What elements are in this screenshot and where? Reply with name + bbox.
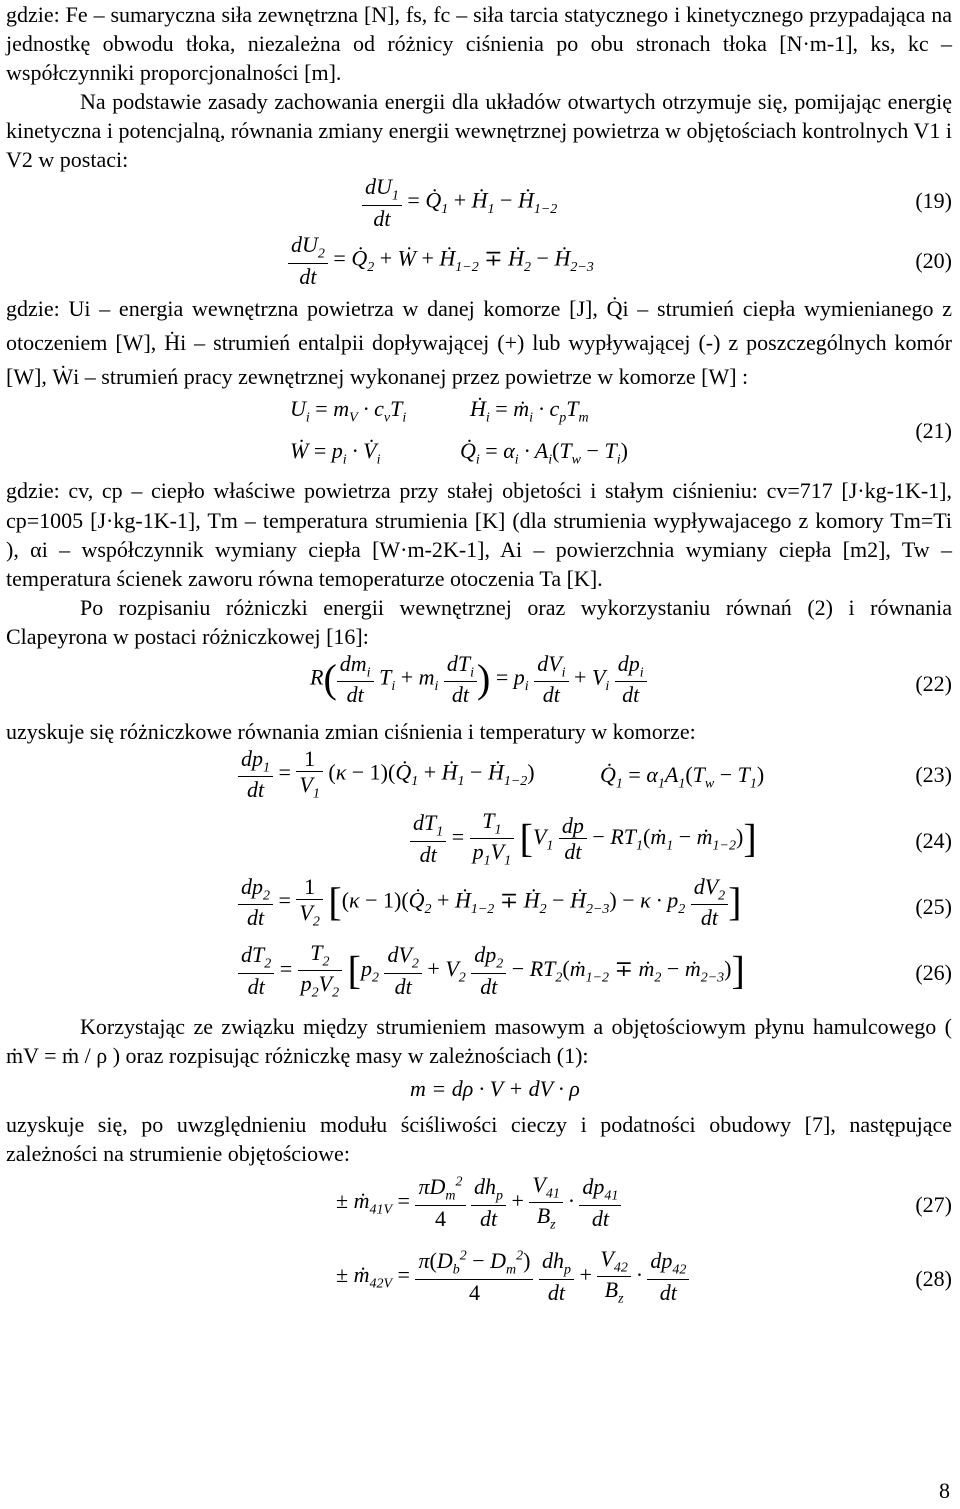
equation-19: $\frac{dU_1}{dt}$ = $Q̇_1$ + Ḣ$_1$ − Ḣ$_{1-2}$ (19) — [6, 174, 952, 232]
equation-number: (26) — [915, 959, 952, 985]
paragraph-clapeyron-intro: Po rozpisaniu różniczki energii wewnętrznej oraz wykorzystaniu równań (2) i równania Clapeyrona w postaci różniczkowej [16]: — [6, 594, 952, 649]
equation-number: (25) — [915, 893, 952, 919]
paragraph-heat-definitions: gdzie: cv, cp – ciepło właściwe powietrza przy stałej objetości i stałym ciśnieniu: cv=717 [J·kg-1K-1], cp=1005 [J·kg-1K-1], Tm – temperatura strumienia [K] (dla strumienia wypływajacego z komory Tm=Ti ), αi – współczynnik wymiany ciepła [W·m-2K-1], Ai – powierzchnia wymiany ciepła [m2], Tw – temperatura ścienek zaworu równa temoperaturze otoczenia Ta [K]. — [6, 478, 952, 591]
equation-mass — [6, 1070, 952, 1110]
paper-page — [6, 0, 952, 1316]
paragraph-flow-relation: Korzystając ze związku między strumieniem masowym a objętościowym płynu hamulcowego ( ṁV = ṁ / ρ ) oraz rozpisując różniczkę masy w zależnościach (1): — [6, 1013, 952, 1068]
equation-28: ± ṁ$_{42V}$ = $\frac{\pi(D_b^2 - D_m^2)}{4}$ $\frac{dh_p}{dt}$ + $\frac{V_{42}}{B_z}$ · $\frac{dp_{42}}{dt}$ (28) — [336, 1245, 952, 1307]
equation-20: $\frac{dU_2}{dt}$ = $Q̇_2$ + Ẇ + Ḣ$_{1-2}$ ∓ Ḣ$_2$ − Ḣ$_{2-3}$ (20) — [6, 232, 952, 292]
paragraph-pressure-intro: uzyskuje się różniczkowe równania zmian ciśnienia i temperatury w komorze: — [6, 718, 696, 744]
equation-26: $\frac{dT_2}{dt}$ = $\frac{T_2}{p_2V_2}$ [$p_2$ $\frac{dV_2}{dt}$ + $V_2$ $\frac{dp_2}{dt}$ − $RT_2(ṁ_{1-2}$ ∓ ṁ$_2$ − ṁ$_{2-3}$)] (26) — [6, 940, 952, 1008]
paragraph-energy-intro: Na podstawie zasady zachowania energii dla układów otwartych otrzymuje się, pomijając energię kinetyczna i potencjalną, równania zmiany energii wewnętrznej powietrza w objętościach kontrolnych V1 i V2 w postaci: — [6, 89, 952, 173]
paragraph-symbol-definitions: gdzie: Ui – energia wewnętrzna powietrza w danej komorze [J], Q̇i – strumień ciepła wymienianego z otoczeniem [W], Ḣi – strumień entalpii dopływającej (+) lub wypływającej (-) z poszczególnych komór [W], Ẇi – strumień pracy zewnętrznej wykonanej przez powietrze w komorze [W] : — [6, 296, 952, 390]
equation-23: $\frac{dp_1}{dt}$ = $\frac{1}{V_1}$ $(\kappa - 1)(Q̇_1$ + Ḣ$_1$ − Ḣ$_{1-2}$) $Q̇_1 = \alpha_1A_1(T_w - T_1)$ (23) — [6, 746, 952, 808]
equation-number: (20) — [915, 248, 952, 274]
equation-number: (28) — [915, 1265, 952, 1291]
equation-number: (19) — [915, 188, 952, 214]
equation-21: $U_i = m_V \cdot c_vT_i$ Ḣ$_i$ = ṁ$_i$ · $c_pT_m$ Ẇ = $p_i$ · $V̇_i$ $Q̇_i = \alpha_i \cdot A_i(T_w - T_i)$ (21) — [290, 396, 952, 468]
equation-24: $\frac{dT_1}{dt}$ = $\frac{T_1}{p_1V_1}$ [$V_1$ $\frac{dp}{dt}$ − $RT_1(ṁ_1$ − ṁ$_{1-2}$)] (24) — [6, 808, 952, 874]
paragraph-volumetric-intro: uzyskuje się, po uwzględnieniu modułu ściśliwości cieczy i podatności obudowy [7], następujące zależności na strumienie objętościowe: — [6, 1111, 952, 1166]
equation-25: $\frac{dp_2}{dt}$ = $\frac{1}{V_2}$ [$(\kappa - 1)(Q̇_2$ + Ḣ$_{1-2}$ ∓ Ḣ$_2$ − Ḣ$_{2-3}$) − $\kappa \cdot p_2$ $\frac{dV_2}{dt}$ ] (25) — [6, 874, 952, 940]
mass-differential: m = dρ · V + dV · ρ — [410, 1075, 580, 1101]
equation-number: (21) — [915, 418, 952, 444]
equation-number: (23) — [915, 761, 952, 787]
paragraph-force-definitions: gdzie: Fe – sumaryczna siła zewnętrzna [N], fs, fc – siła tarcia statycznego i kinetycznego przypadająca na jednostkę obwodu tłoka, niezależna od różnicy ciśnienia po obu stronach tłoka [N·m-1], ks, kc – współczynniki proporcjonalności [m]. — [6, 2, 952, 86]
equation-27: ± ṁ$_{41V}$ = $\frac{\pi D_m^2}{4}$ $\frac{dh_p}{dt}$ + $\frac{V_{41}}{B_z}$ · $\frac{dp_{41}}{dt}$ (27) — [336, 1171, 952, 1233]
equation-number: (27) — [915, 1191, 952, 1217]
equation-number: (22) — [915, 670, 952, 696]
equation-22: R( $\frac{dm_i}{dt}$ $T_i + m_i$ $\frac{dT_i}{dt}$ ) = $p_i$ $\frac{dV_i}{dt}$ + $V_i$ $\frac{dp_i}{dt}$ (22) — [310, 650, 952, 708]
equation-number: (24) — [915, 827, 952, 853]
page-number: 8 — [939, 1477, 950, 1503]
